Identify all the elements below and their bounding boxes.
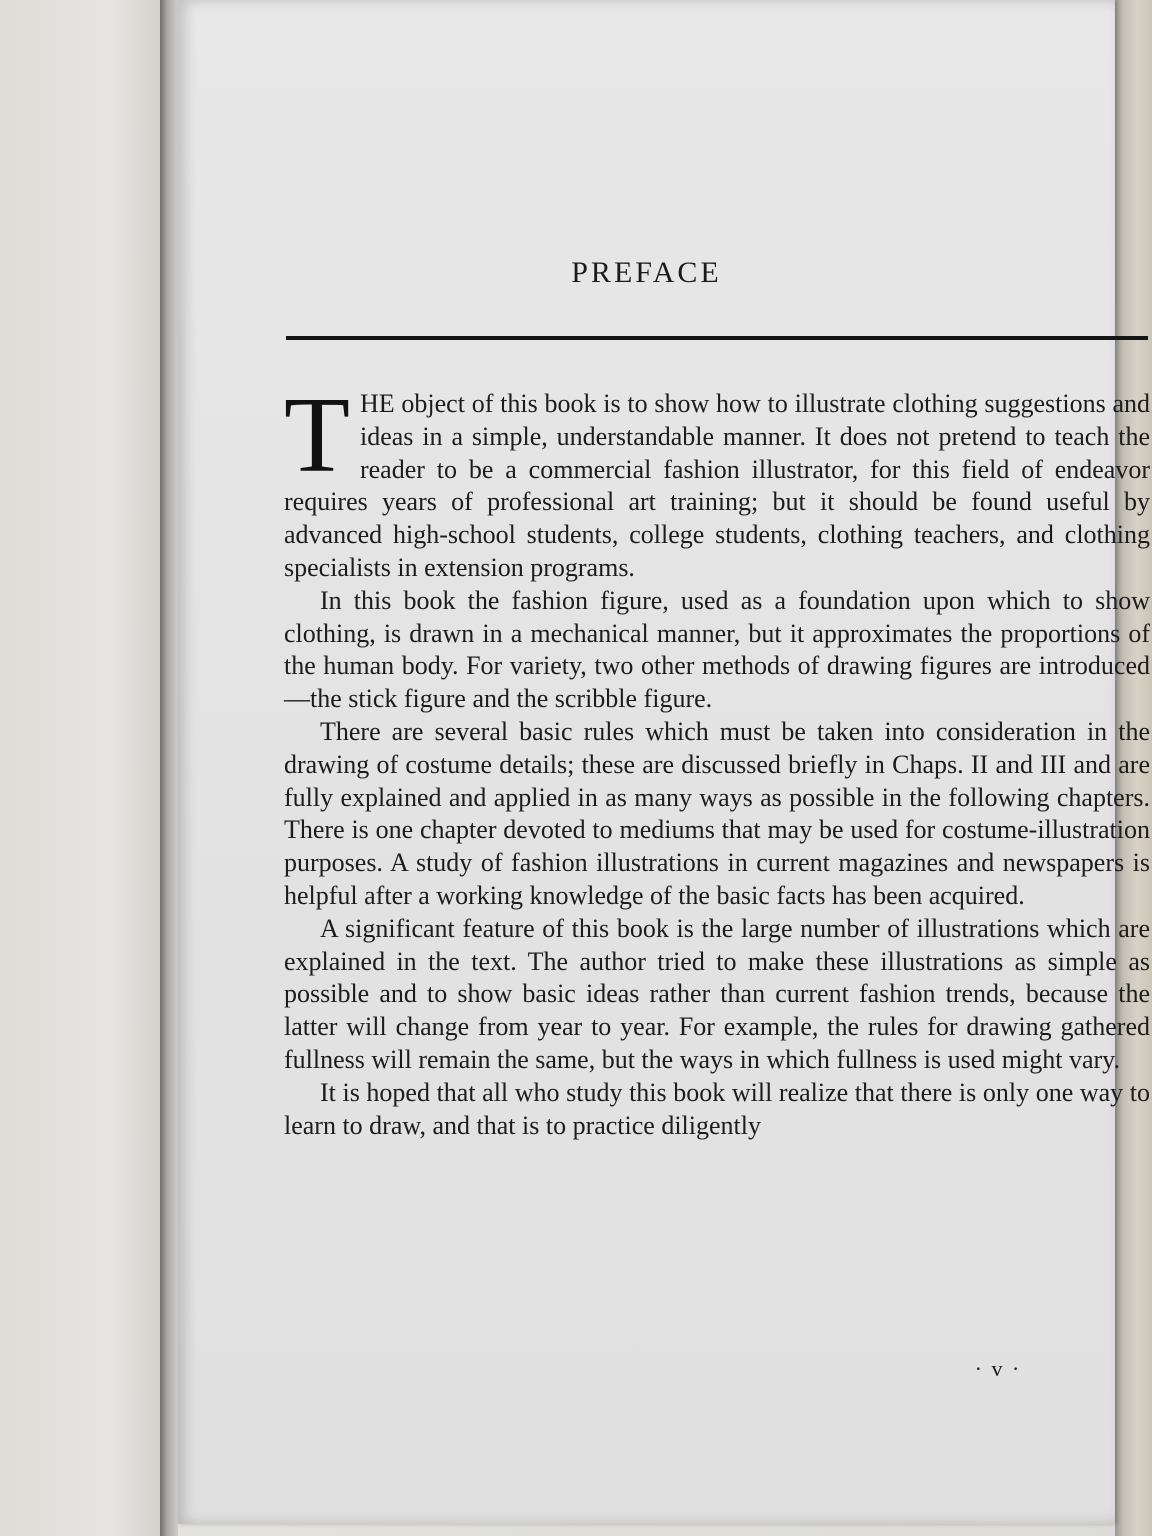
body-text xyxy=(284,376,1150,1142)
drop-cap: T xyxy=(284,376,350,495)
paragraph-5: It is hoped that all who study this book will realize that there is only one way to learn to draw, and that is to practice diligently xyxy=(284,1077,1150,1140)
book-gutter xyxy=(160,0,178,1536)
facing-page xyxy=(0,0,160,1536)
book-page xyxy=(178,0,1150,1524)
paragraph-4: A significant feature of this book is the large number of illustrations which are explained in the text. The author tried to make these illustrations as simple as possible and to show basic ideas rather than current fashion trends, because the latter will change from year to year. For example, the rules for drawing gathered fullness will remain the same, but the ways in which fullness is used might vary. xyxy=(284,913,1150,1074)
paragraph-1-text: HE object of this book is to show how to illustrate clothing suggestions and ideas in a simple, understandable manner. It does not pretend to teach the reader to be a commercial fashion illustrator, for this field of endeavor requires years of professional art training; but it should be found useful by advanced high-school students, college students, clothing teachers, and clothing specialists in extension programs. xyxy=(284,389,1150,582)
title-rule xyxy=(286,336,1148,340)
paragraph-2: In this book the fashion figure, used as a foundation upon which to show clothing, is drawn in a mechanical manner, but it approximates the proportions of the human body. For variety, two other methods of drawing figures are introduced—the stick figure and the scribble figure. xyxy=(284,585,1150,714)
paragraph-3: There are several basic rules which must be taken into consideration in the drawing of costume details; these are discussed briefly in Chaps. II and III and are fully explained and applied in as many ways as possible in the following chapters. There is one chapter devoted to mediums that may be used for costume-illustration purposes. A study of fashion illustrations in current magazines and newspapers is helpful after a working knowledge of the basic facts has been acquired. xyxy=(284,716,1150,910)
paragraph-1 xyxy=(284,376,1150,585)
page-number: · v · xyxy=(974,1356,1022,1381)
page-title: PREFACE xyxy=(571,256,722,289)
